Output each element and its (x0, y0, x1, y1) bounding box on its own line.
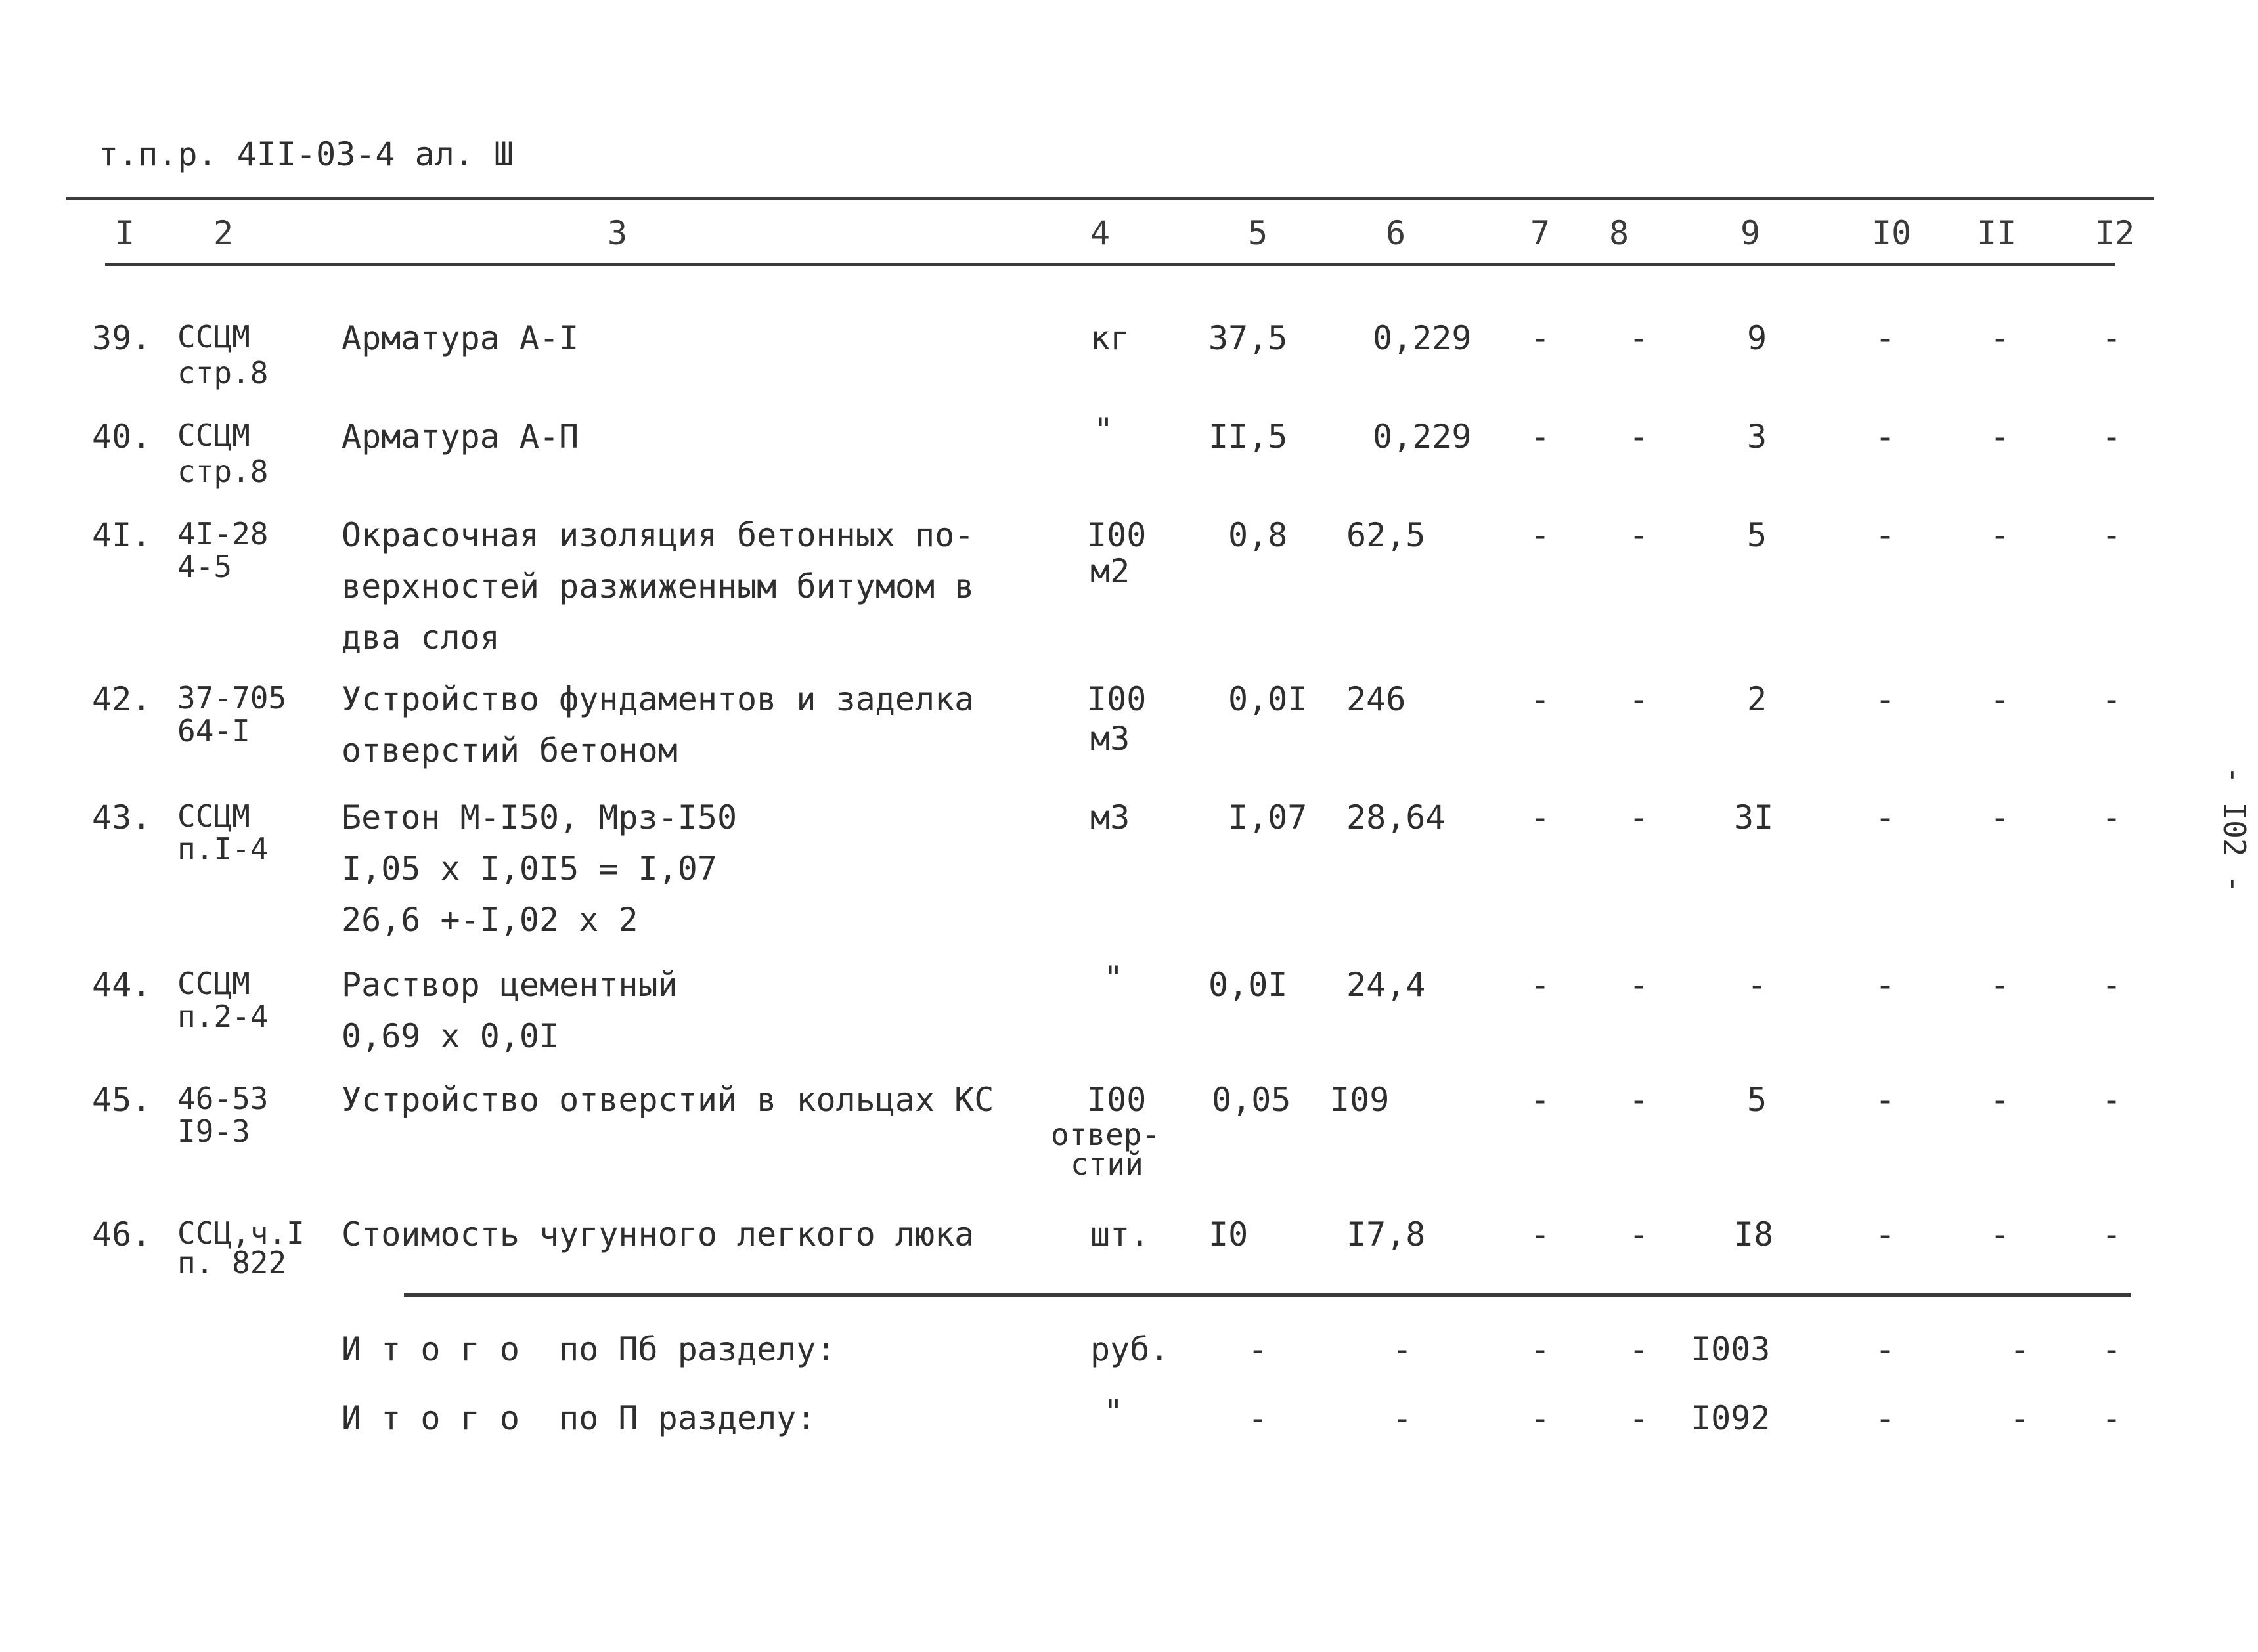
row-43-desc-2: I,05 x I,0I5 = I,07 (342, 850, 717, 888)
total-subsection-c10: - (1875, 1330, 1895, 1368)
row-40-price: 0,229 (1373, 418, 1472, 456)
total-section-label: И т о г о по П разделу: (342, 1399, 816, 1437)
row-44-qty: 0,0I (1208, 966, 1288, 1004)
row-42-num: 42. (92, 680, 152, 718)
row-39-c10: - (1875, 319, 1895, 357)
row-40-c10: - (1875, 418, 1895, 456)
row-44-desc-1: Раствор цементный (342, 966, 678, 1004)
row-40-c8: - (1629, 418, 1649, 456)
row-43-num: 43. (92, 798, 152, 837)
document-reference: т.п.р. 4II-03-4 ал. Ш (99, 135, 514, 173)
row-43-desc-3: 26,6 +-I,02 x 2 (342, 901, 638, 939)
row-46-code-2: п. 822 (177, 1245, 287, 1280)
row-41-c10: - (1875, 516, 1895, 554)
row-44-unit: " (1103, 959, 1124, 997)
row-40-c11: - (1990, 418, 2010, 456)
row-41-desc-1: Окрасочная изоляция бетонных по- (342, 516, 975, 554)
total-subsection-unit: руб. (1090, 1330, 1170, 1368)
row-41-desc-2: верхностей разжиженным битумом в (342, 567, 975, 605)
row-44-c10: - (1875, 966, 1895, 1004)
row-40-c12: - (2102, 418, 2122, 456)
row-40-qty: II,5 (1208, 418, 1288, 456)
col-header-6: 6 (1386, 214, 1406, 252)
row-39-num: 39. (92, 319, 152, 357)
row-44-desc-2: 0,69 x 0,0I (342, 1017, 560, 1055)
total-section-price: - (1392, 1399, 1413, 1437)
row-44-c12: - (2102, 966, 2122, 1004)
col-header-2: 2 (213, 214, 234, 252)
page-number: - I02 - (2216, 766, 2252, 893)
totals-rule (404, 1293, 2131, 1297)
row-46-qty: I0 (1208, 1215, 1249, 1253)
row-45-c10: - (1875, 1081, 1895, 1119)
row-44-code-2: п.2-4 (177, 999, 269, 1034)
row-45-code-2: I9-3 (177, 1114, 250, 1149)
row-45-c9: 5 (1747, 1081, 1767, 1119)
row-41-c7: - (1530, 516, 1551, 554)
row-40-code-1: ССЦМ (177, 418, 250, 453)
total-subsection-price: - (1392, 1330, 1413, 1368)
row-39-code-2: стр.8 (177, 355, 269, 391)
row-40-unit: " (1094, 411, 1114, 449)
row-45-c12: - (2102, 1081, 2122, 1119)
row-43-price: 28,64 (1346, 798, 1446, 837)
total-section-c10: - (1875, 1399, 1895, 1437)
col-header-3: 3 (608, 214, 628, 252)
row-41-qty: 0,8 (1228, 516, 1288, 554)
row-42-desc-2: отверстий бетоном (342, 731, 678, 770)
total-section-c9: I092 (1691, 1399, 1771, 1437)
row-46-c8: - (1629, 1215, 1649, 1253)
row-42-c8: - (1629, 680, 1649, 718)
row-45-unit-2: отвер- (1051, 1117, 1161, 1152)
total-section-c7: - (1530, 1399, 1551, 1437)
row-44-c9: - (1747, 966, 1767, 1004)
row-46-num: 46. (92, 1215, 152, 1253)
row-43-c7: - (1530, 798, 1551, 837)
row-39-price: 0,229 (1373, 319, 1472, 357)
total-subsection-c12: - (2102, 1330, 2122, 1368)
row-40-num: 40. (92, 418, 152, 456)
total-section-unit: " (1103, 1393, 1124, 1431)
row-46-c10: - (1875, 1215, 1895, 1253)
row-40-c7: - (1530, 418, 1551, 456)
row-42-code-2: 64-I (177, 713, 250, 749)
row-43-qty: I,07 (1228, 798, 1308, 837)
row-43-c12: - (2102, 798, 2122, 837)
total-subsection-c11: - (2010, 1330, 2030, 1368)
row-45-c11: - (1990, 1081, 2010, 1119)
total-section-c11: - (2010, 1399, 2030, 1437)
col-header-7: 7 (1530, 214, 1551, 252)
row-40-code-2: стр.8 (177, 454, 269, 489)
row-39-c9: 9 (1747, 319, 1767, 357)
row-41-num: 4I. (92, 516, 152, 554)
col-header-5: 5 (1248, 214, 1268, 252)
total-subsection-c9: I003 (1691, 1330, 1771, 1368)
row-39-c7: - (1530, 319, 1551, 357)
total-subsection-qty: - (1248, 1330, 1268, 1368)
row-44-price: 24,4 (1346, 966, 1426, 1004)
row-43-c10: - (1875, 798, 1895, 837)
row-42-price: 246 (1346, 680, 1406, 718)
row-46-unit: шт. (1090, 1215, 1150, 1253)
row-41-c8: - (1629, 516, 1649, 554)
row-43-unit: м3 (1090, 798, 1130, 837)
row-44-code-1: ССЦМ (177, 966, 250, 1001)
header-rule-bottom (105, 263, 2115, 266)
row-46-desc-1: Стоимость чугунного легкого люка (342, 1215, 975, 1253)
row-41-c9: 5 (1747, 516, 1767, 554)
col-header-11: II (1977, 214, 2017, 252)
row-43-c11: - (1990, 798, 2010, 837)
row-42-c11: - (1990, 680, 2010, 718)
row-41-unit-2: м2 (1090, 552, 1130, 590)
col-header-12: I2 (2095, 214, 2135, 252)
row-42-unit-1: I00 (1087, 680, 1147, 718)
total-section-c12: - (2102, 1399, 2122, 1437)
row-40-c9: 3 (1747, 418, 1767, 456)
total-subsection-label: И т о г о по Пб разделу: (342, 1330, 836, 1368)
row-45-c8: - (1629, 1081, 1649, 1119)
row-42-c7: - (1530, 680, 1551, 718)
header-rule-top (66, 197, 2154, 200)
row-41-price: 62,5 (1346, 516, 1426, 554)
row-46-c12: - (2102, 1215, 2122, 1253)
col-header-4: 4 (1090, 214, 1111, 252)
row-39-c12: - (2102, 319, 2122, 357)
row-43-desc-1: Бетон М-I50, Мрз-I50 (342, 798, 738, 837)
row-46-price: I7,8 (1346, 1215, 1426, 1253)
row-42-c10: - (1875, 680, 1895, 718)
row-45-price: I09 (1330, 1081, 1390, 1119)
total-section-c8: - (1629, 1399, 1649, 1437)
row-42-unit-2: м3 (1090, 720, 1130, 758)
row-39-qty: 37,5 (1208, 319, 1288, 357)
col-header-8: 8 (1609, 214, 1629, 252)
row-42-code-1: 37-705 (177, 680, 287, 716)
row-44-c7: - (1530, 966, 1551, 1004)
col-header-10: I0 (1872, 214, 1912, 252)
row-42-desc-1: Устройство фундаментов и заделка (342, 680, 975, 718)
row-45-unit-1: I00 (1087, 1081, 1147, 1119)
row-41-unit-1: I00 (1087, 516, 1147, 554)
row-42-c9: 2 (1747, 680, 1767, 718)
row-45-num: 45. (92, 1081, 152, 1119)
row-45-code-1: 46-53 (177, 1081, 269, 1116)
row-46-c9: I8 (1734, 1215, 1774, 1253)
total-subsection-c8: - (1629, 1330, 1649, 1368)
row-41-code-1: 4I-28 (177, 516, 269, 552)
col-header-9: 9 (1740, 214, 1761, 252)
row-44-num: 44. (92, 966, 152, 1004)
row-40-desc-1: Арматура А-П (342, 418, 579, 456)
row-44-c11: - (1990, 966, 2010, 1004)
row-42-c12: - (2102, 680, 2122, 718)
total-section-qty: - (1248, 1399, 1268, 1437)
row-39-c8: - (1629, 319, 1649, 357)
row-45-c7: - (1530, 1081, 1551, 1119)
row-41-code-2: 4-5 (177, 549, 232, 584)
row-43-c8: - (1629, 798, 1649, 837)
row-39-code-1: ССЦМ (177, 319, 250, 355)
col-header-1: I (115, 214, 135, 252)
total-subsection-c7: - (1530, 1330, 1551, 1368)
row-46-c11: - (1990, 1215, 2010, 1253)
row-42-qty: 0,0I (1228, 680, 1308, 718)
row-43-code-1: ССЦМ (177, 798, 250, 834)
row-39-unit: кг (1090, 319, 1130, 357)
row-45-unit-3: стий (1071, 1146, 1143, 1182)
row-39-desc-1: Арматура А-I (342, 319, 579, 357)
row-46-c7: - (1530, 1215, 1551, 1253)
row-41-desc-3: два слоя (342, 619, 500, 657)
row-45-desc-1: Устройство отверстий в кольцах КС (342, 1081, 994, 1119)
row-45-qty: 0,05 (1212, 1081, 1291, 1119)
row-41-c12: - (2102, 516, 2122, 554)
row-39-c11: - (1990, 319, 2010, 357)
row-46-code-1: ССЦ,ч.I (177, 1215, 305, 1251)
row-43-c9: 3I (1734, 798, 1774, 837)
row-44-c8: - (1629, 966, 1649, 1004)
row-41-c11: - (1990, 516, 2010, 554)
row-43-code-2: п.I-4 (177, 831, 269, 867)
